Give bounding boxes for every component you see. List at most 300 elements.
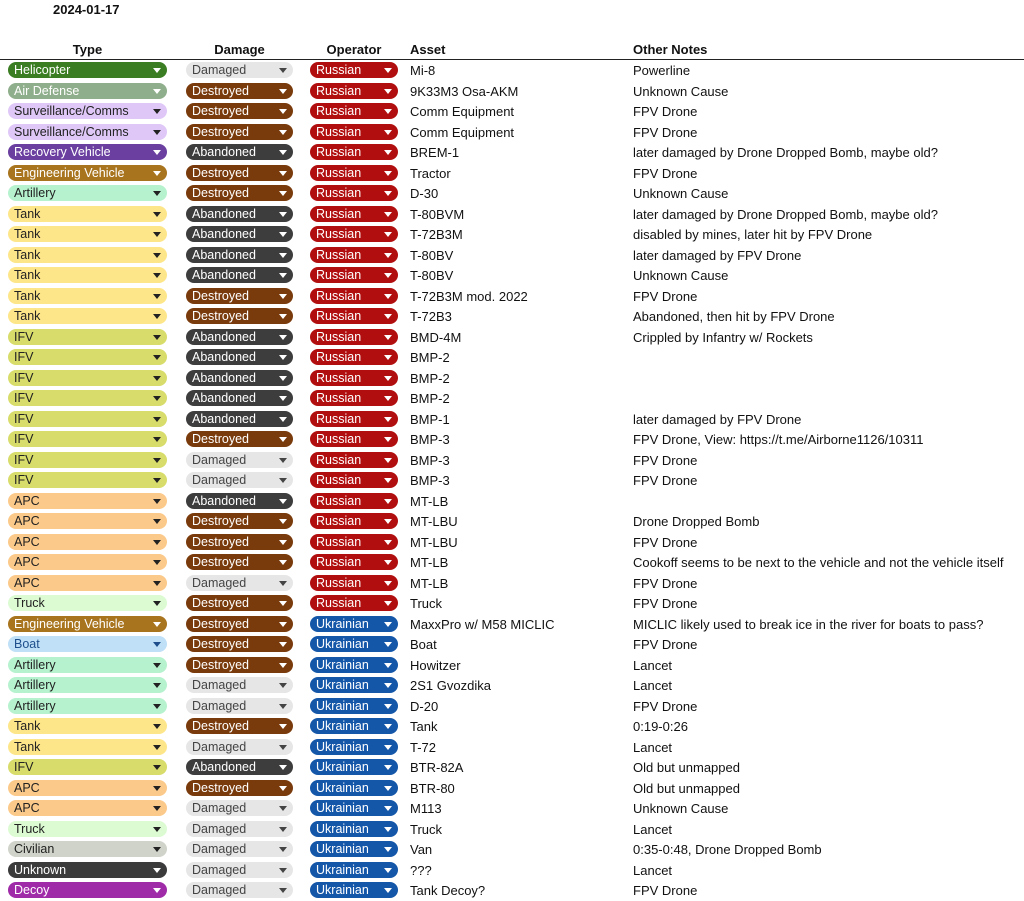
dropdown-arrow-icon[interactable] [153,540,161,545]
type-dropdown-label: Decoy [14,883,50,897]
dropdown-arrow-icon[interactable] [153,355,161,360]
damage-dropdown[interactable] [186,472,293,488]
dropdown-arrow-icon[interactable] [153,581,161,586]
dropdown-arrow-icon[interactable] [153,847,161,852]
damage-dropdown[interactable] [186,513,293,529]
dropdown-arrow-icon[interactable] [384,560,392,565]
dropdown-arrow-icon[interactable] [153,827,161,832]
operator-dropdown-label: Russian [316,227,362,241]
type-dropdown[interactable] [8,718,167,734]
damage-dropdown[interactable] [186,370,293,386]
damage-dropdown[interactable] [186,657,293,673]
notes-cell: Lancet [633,657,673,673]
dropdown-arrow-icon[interactable] [279,335,287,340]
dropdown-arrow-icon[interactable] [279,806,287,811]
dropdown-arrow-icon[interactable] [279,888,287,893]
type-dropdown[interactable] [8,431,167,447]
operator-dropdown[interactable] [310,841,398,857]
operator-dropdown[interactable] [310,185,398,201]
damage-dropdown[interactable] [186,349,293,365]
dropdown-arrow-icon[interactable] [384,868,392,873]
operator-dropdown[interactable] [310,821,398,837]
damage-dropdown[interactable] [186,575,293,591]
dropdown-arrow-icon[interactable] [279,827,287,832]
operator-dropdown-label: Russian [316,165,362,180]
damage-dropdown[interactable] [186,800,293,816]
type-dropdown[interactable] [8,800,167,816]
dropdown-arrow-icon[interactable] [153,519,161,524]
table-row [0,491,1024,512]
type-dropdown[interactable] [8,206,167,222]
damage-dropdown-label: Abandoned [192,227,256,241]
type-dropdown[interactable] [8,124,167,140]
damage-dropdown[interactable] [186,226,293,242]
type-dropdown[interactable] [8,882,167,898]
damage-dropdown[interactable] [186,83,293,99]
damage-dropdown[interactable] [186,493,293,509]
asset-cell: BMP-1 [410,411,450,427]
dropdown-arrow-icon[interactable] [384,437,392,442]
dropdown-arrow-icon[interactable] [279,786,287,791]
operator-dropdown[interactable] [310,349,398,365]
operator-dropdown[interactable] [310,534,398,550]
damage-dropdown-label: Damaged [192,63,247,77]
operator-dropdown[interactable] [310,636,398,652]
dropdown-arrow-icon[interactable] [279,417,287,422]
operator-dropdown[interactable] [310,165,398,181]
damage-dropdown[interactable] [186,677,293,693]
asset-cell: BMP-2 [410,350,450,365]
dropdown-arrow-icon[interactable] [279,478,287,483]
damage-dropdown-label: Abandoned [192,391,256,405]
dropdown-arrow-icon[interactable] [384,827,392,832]
operator-dropdown[interactable] [310,452,398,468]
dropdown-arrow-icon[interactable] [279,540,287,545]
type-dropdown[interactable] [8,329,167,345]
dropdown-arrow-icon[interactable] [153,458,161,463]
operator-dropdown[interactable] [310,62,398,78]
operator-dropdown[interactable] [310,554,398,570]
dropdown-arrow-icon[interactable] [279,89,287,94]
table-row [0,122,1024,143]
damage-dropdown[interactable] [186,821,293,837]
dropdown-arrow-icon[interactable] [153,704,161,709]
dropdown-arrow-icon[interactable] [384,376,392,381]
dropdown-arrow-icon[interactable] [153,724,161,729]
type-dropdown-label: Air Defense [14,83,80,98]
type-dropdown-label: Artillery [14,657,56,672]
dropdown-arrow-icon[interactable] [153,560,161,565]
dropdown-arrow-icon[interactable] [153,232,161,237]
damage-dropdown-label: Destroyed [192,637,249,651]
type-dropdown-label: APC [14,780,40,795]
operator-dropdown[interactable] [310,329,398,345]
operator-dropdown-label: Russian [316,247,362,262]
dropdown-arrow-icon[interactable] [153,765,161,770]
asset-cell: Howitzer [410,657,461,673]
operator-dropdown[interactable] [310,390,398,406]
operator-dropdown[interactable] [310,267,398,283]
dropdown-arrow-icon[interactable] [384,273,392,278]
operator-dropdown[interactable] [310,124,398,140]
operator-dropdown-label: Russian [316,534,362,549]
dropdown-arrow-icon[interactable] [153,89,161,94]
damage-dropdown[interactable] [186,206,293,222]
dropdown-arrow-icon[interactable] [153,888,161,893]
dropdown-arrow-icon[interactable] [279,519,287,524]
type-dropdown[interactable] [8,349,167,365]
damage-dropdown[interactable] [186,62,293,78]
dropdown-arrow-icon[interactable] [153,376,161,381]
damage-dropdown[interactable] [186,862,293,878]
type-dropdown[interactable] [8,452,167,468]
operator-dropdown[interactable] [310,206,398,222]
damage-dropdown[interactable] [186,431,293,447]
operator-dropdown[interactable] [310,103,398,119]
dropdown-arrow-icon[interactable] [279,355,287,360]
damage-dropdown[interactable] [186,329,293,345]
dropdown-arrow-icon[interactable] [279,273,287,278]
dropdown-arrow-icon[interactable] [384,212,392,217]
operator-dropdown[interactable] [310,370,398,386]
dropdown-arrow-icon[interactable] [153,253,161,258]
type-dropdown-label: Artillery [14,186,56,200]
dropdown-arrow-icon[interactable] [153,68,161,73]
type-dropdown[interactable] [8,390,167,406]
operator-dropdown[interactable] [310,677,398,693]
notes-cell: FPV Drone [633,104,698,119]
damage-dropdown[interactable] [186,780,293,796]
dropdown-arrow-icon[interactable] [153,130,161,135]
damage-dropdown[interactable] [186,841,293,857]
notes-cell: FPV Drone, View: https://t.me/Airborne1126/10311 [633,432,924,447]
type-dropdown[interactable] [8,554,167,570]
type-dropdown[interactable] [8,288,167,304]
dropdown-arrow-icon[interactable] [384,540,392,545]
type-dropdown[interactable] [8,144,167,160]
type-dropdown-label: Recovery Vehicle [14,145,111,159]
dropdown-arrow-icon[interactable] [153,499,161,504]
dropdown-arrow-icon[interactable] [279,868,287,873]
operator-dropdown[interactable] [310,308,398,324]
type-dropdown[interactable] [8,595,167,611]
dropdown-arrow-icon[interactable] [384,622,392,627]
dropdown-arrow-icon[interactable] [384,314,392,319]
dropdown-arrow-icon[interactable] [384,786,392,791]
type-dropdown-label: Tank [14,739,41,754]
operator-dropdown[interactable] [310,800,398,816]
operator-dropdown[interactable] [310,431,398,447]
operator-dropdown[interactable] [310,472,398,488]
dropdown-arrow-icon[interactable] [153,622,161,627]
damage-dropdown[interactable] [186,144,293,160]
table-row [0,347,1024,368]
operator-dropdown[interactable] [310,595,398,611]
damage-dropdown[interactable] [186,185,293,201]
type-dropdown[interactable] [8,636,167,652]
dropdown-arrow-icon[interactable] [153,745,161,750]
dropdown-arrow-icon[interactable] [153,109,161,114]
dropdown-arrow-icon[interactable] [384,601,392,606]
dropdown-arrow-icon[interactable] [384,458,392,463]
damage-dropdown-label: Damaged [192,678,247,692]
type-dropdown[interactable] [8,370,167,386]
dropdown-arrow-icon[interactable] [153,663,161,668]
dropdown-arrow-icon[interactable] [384,417,392,422]
damage-dropdown[interactable] [186,124,293,140]
dropdown-arrow-icon[interactable] [384,765,392,770]
dropdown-arrow-icon[interactable] [153,601,161,606]
type-dropdown[interactable] [8,165,167,181]
dropdown-arrow-icon[interactable] [384,150,392,155]
operator-dropdown[interactable] [310,288,398,304]
asset-cell: Mi-8 [410,63,436,78]
dropdown-arrow-icon[interactable] [384,109,392,114]
dropdown-arrow-icon[interactable] [153,212,161,217]
dropdown-arrow-icon[interactable] [153,786,161,791]
dropdown-arrow-icon[interactable] [384,847,392,852]
type-dropdown[interactable] [8,759,167,775]
type-dropdown[interactable] [8,780,167,796]
table-row [0,101,1024,122]
type-dropdown-label: Tank [14,227,41,241]
dropdown-arrow-icon[interactable] [279,109,287,114]
operator-dropdown[interactable] [310,411,398,427]
sheet-date: 2024-01-17 [53,2,120,17]
operator-dropdown-label: Russian [316,575,362,590]
type-dropdown[interactable] [8,185,167,201]
type-dropdown[interactable] [8,472,167,488]
type-dropdown-label: Civilian [14,842,55,856]
asset-cell: T-80BV [410,247,454,263]
type-dropdown[interactable] [8,821,167,837]
operator-dropdown[interactable] [310,493,398,509]
notes-cell: 0:35-0:48, Drone Dropped Bomb [633,842,822,857]
type-dropdown[interactable] [8,103,167,119]
type-dropdown[interactable] [8,411,167,427]
dropdown-arrow-icon[interactable] [384,745,392,750]
table-row [0,675,1024,696]
type-dropdown[interactable] [8,493,167,509]
dropdown-arrow-icon[interactable] [384,232,392,237]
dropdown-arrow-icon[interactable] [384,663,392,668]
notes-cell: Unknown Cause [633,268,729,283]
operator-dropdown[interactable] [310,513,398,529]
dropdown-arrow-icon[interactable] [384,499,392,504]
damage-dropdown-label: Destroyed [192,288,249,303]
dropdown-arrow-icon[interactable] [279,847,287,852]
dropdown-arrow-icon[interactable] [279,601,287,606]
dropdown-arrow-icon[interactable] [279,232,287,237]
dropdown-arrow-icon[interactable] [384,171,392,176]
dropdown-arrow-icon[interactable] [384,806,392,811]
operator-dropdown[interactable] [310,247,398,263]
notes-cell: Unknown Cause [633,801,729,816]
type-dropdown-label: Tank [14,309,41,323]
dropdown-arrow-icon[interactable] [279,253,287,258]
damage-dropdown[interactable] [186,390,293,406]
dropdown-arrow-icon[interactable] [153,273,161,278]
asset-cell: Tractor [410,165,451,181]
dropdown-arrow-icon[interactable] [279,130,287,135]
type-dropdown[interactable] [8,267,167,283]
dropdown-arrow-icon[interactable] [384,724,392,729]
damage-dropdown[interactable] [186,288,293,304]
operator-dropdown-label: Russian [316,411,362,426]
dropdown-arrow-icon[interactable] [153,396,161,401]
dropdown-arrow-icon[interactable] [384,335,392,340]
operator-dropdown[interactable] [310,882,398,898]
dropdown-arrow-icon[interactable] [279,294,287,299]
asset-cell: T-80BVM [410,206,465,222]
dropdown-arrow-icon[interactable] [384,294,392,299]
dropdown-arrow-icon[interactable] [153,806,161,811]
damage-dropdown[interactable] [186,308,293,324]
operator-dropdown[interactable] [310,657,398,673]
operator-dropdown[interactable] [310,575,398,591]
type-dropdown[interactable] [8,247,167,263]
damage-dropdown[interactable] [186,103,293,119]
dropdown-arrow-icon[interactable] [384,704,392,709]
dropdown-arrow-icon[interactable] [279,437,287,442]
dropdown-arrow-icon[interactable] [279,314,287,319]
asset-cell: MT-LB [410,575,449,591]
damage-dropdown[interactable] [186,267,293,283]
dropdown-arrow-icon[interactable] [153,150,161,155]
dropdown-arrow-icon[interactable] [279,724,287,729]
dropdown-arrow-icon[interactable] [279,68,287,73]
damage-dropdown[interactable] [186,698,293,714]
damage-dropdown[interactable] [186,636,293,652]
dropdown-arrow-icon[interactable] [384,888,392,893]
damage-dropdown-label: Damaged [192,801,247,815]
table-row [0,368,1024,389]
damage-dropdown-label: Destroyed [192,186,249,200]
operator-dropdown[interactable] [310,698,398,714]
dropdown-arrow-icon[interactable] [153,335,161,340]
dropdown-arrow-icon[interactable] [279,376,287,381]
damage-dropdown-label: Destroyed [192,616,249,631]
dropdown-arrow-icon[interactable] [279,499,287,504]
damage-dropdown[interactable] [186,247,293,263]
operator-dropdown[interactable] [310,862,398,878]
dropdown-arrow-icon[interactable] [384,642,392,647]
type-dropdown[interactable] [8,739,167,755]
damage-dropdown[interactable] [186,534,293,550]
damage-dropdown[interactable] [186,718,293,734]
dropdown-arrow-icon[interactable] [384,683,392,688]
dropdown-arrow-icon[interactable] [279,663,287,668]
asset-cell: MT-LB [410,493,449,509]
dropdown-arrow-icon[interactable] [279,171,287,176]
type-dropdown[interactable] [8,308,167,324]
type-dropdown[interactable] [8,534,167,550]
operator-dropdown[interactable] [310,739,398,755]
asset-cell: M113 [410,801,442,816]
dropdown-arrow-icon[interactable] [279,745,287,750]
dropdown-arrow-icon[interactable] [153,437,161,442]
operator-dropdown[interactable] [310,144,398,160]
type-dropdown[interactable] [8,83,167,99]
operator-dropdown[interactable] [310,226,398,242]
type-dropdown[interactable] [8,657,167,673]
operator-dropdown[interactable] [310,780,398,796]
damage-dropdown[interactable] [186,452,293,468]
dropdown-arrow-icon[interactable] [279,581,287,586]
dropdown-arrow-icon[interactable] [153,868,161,873]
type-dropdown[interactable] [8,677,167,693]
dropdown-arrow-icon[interactable] [279,396,287,401]
type-dropdown[interactable] [8,62,167,78]
dropdown-arrow-icon[interactable] [384,191,392,196]
dropdown-arrow-icon[interactable] [384,130,392,135]
damage-dropdown[interactable] [186,739,293,755]
dropdown-arrow-icon[interactable] [384,519,392,524]
type-dropdown[interactable] [8,513,167,529]
damage-dropdown[interactable] [186,759,293,775]
damage-dropdown[interactable] [186,411,293,427]
type-dropdown-label: APC [14,555,40,569]
notes-cell: disabled by mines, later hit by FPV Drone [633,227,873,242]
dropdown-arrow-icon[interactable] [279,191,287,196]
dropdown-arrow-icon[interactable] [153,294,161,299]
damage-dropdown-label: Destroyed [192,534,249,549]
dropdown-arrow-icon[interactable] [384,68,392,73]
type-dropdown[interactable] [8,698,167,714]
dropdown-arrow-icon[interactable] [384,478,392,483]
dropdown-arrow-icon[interactable] [279,212,287,217]
dropdown-arrow-icon[interactable] [153,171,161,176]
dropdown-arrow-icon[interactable] [384,355,392,360]
type-dropdown[interactable] [8,841,167,857]
asset-cell: BMD-4M [410,329,462,345]
dropdown-arrow-icon[interactable] [153,683,161,688]
dropdown-arrow-icon[interactable] [279,765,287,770]
dropdown-arrow-icon[interactable] [153,417,161,422]
dropdown-arrow-icon[interactable] [384,396,392,401]
damage-dropdown[interactable] [186,165,293,181]
dropdown-arrow-icon[interactable] [384,581,392,586]
dropdown-arrow-icon[interactable] [153,478,161,483]
damage-dropdown[interactable] [186,616,293,632]
dropdown-arrow-icon[interactable] [384,253,392,258]
dropdown-arrow-icon[interactable] [153,191,161,196]
dropdown-arrow-icon[interactable] [279,560,287,565]
operator-dropdown[interactable] [310,759,398,775]
type-dropdown[interactable] [8,226,167,242]
dropdown-arrow-icon[interactable] [384,89,392,94]
dropdown-arrow-icon[interactable] [279,704,287,709]
damage-dropdown[interactable] [186,554,293,570]
dropdown-arrow-icon[interactable] [279,683,287,688]
dropdown-arrow-icon[interactable] [153,314,161,319]
table-row [0,798,1024,819]
operator-dropdown[interactable] [310,83,398,99]
type-dropdown[interactable] [8,575,167,591]
dropdown-arrow-icon[interactable] [153,642,161,647]
type-dropdown[interactable] [8,862,167,878]
dropdown-arrow-icon[interactable] [279,150,287,155]
dropdown-arrow-icon[interactable] [279,642,287,647]
dropdown-arrow-icon[interactable] [279,458,287,463]
dropdown-arrow-icon[interactable] [279,622,287,627]
operator-dropdown[interactable] [310,616,398,632]
type-dropdown-label: IFV [14,760,34,774]
type-dropdown[interactable] [8,616,167,632]
damage-dropdown[interactable] [186,595,293,611]
operator-dropdown[interactable] [310,718,398,734]
damage-dropdown[interactable] [186,882,293,898]
